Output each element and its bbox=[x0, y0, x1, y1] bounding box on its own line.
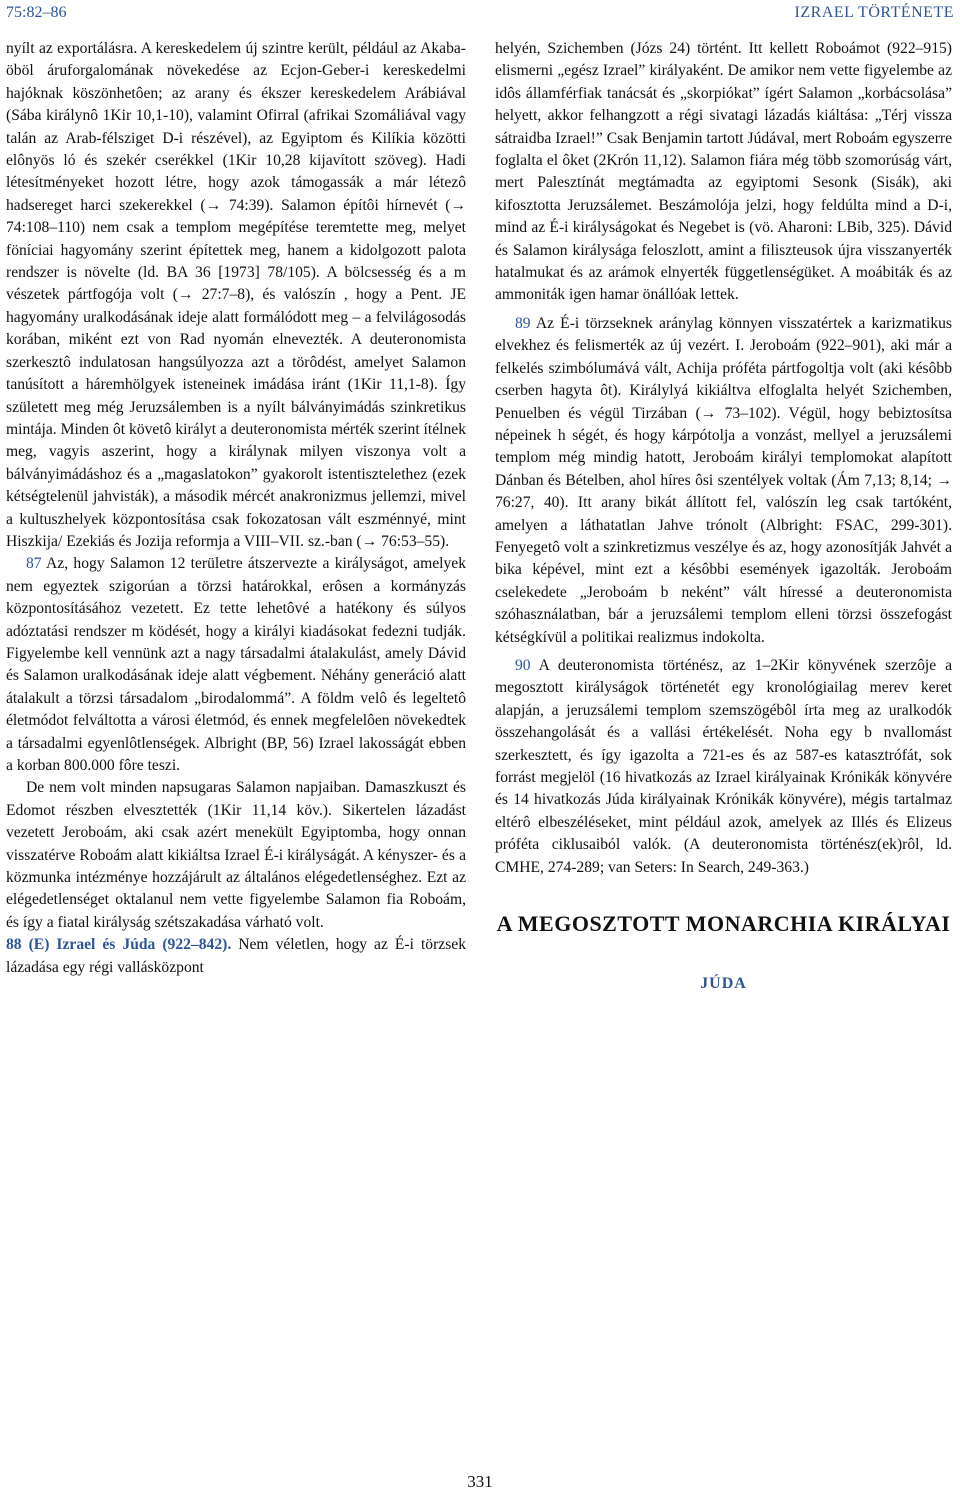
left-column bbox=[6, 38, 466, 979]
right-paragraph-90 bbox=[495, 655, 952, 879]
section-heading-88: 88 (E) Izrael és Júda (922–842). bbox=[6, 936, 232, 954]
paragraph-number-87: 87 bbox=[26, 555, 42, 573]
paragraph-number-89: 89 bbox=[515, 314, 531, 332]
sub-title-juda: JÚDA bbox=[700, 975, 747, 993]
chapter-title-text: A MEGOSZTOTT MONARCHIA KIRÁLYAI bbox=[496, 911, 951, 937]
right-column bbox=[495, 38, 952, 996]
chapter-title bbox=[495, 879, 952, 935]
left-paragraph-3: De nem volt minden napsugaras Salamon napjaiban. Damaszkuszt és Edomot részben elvesztették (1Kir 11,14 köv.). Sikertelen lázadást vezetett Jeroboám, aki csak azért menekült Egyiptomba, hogy onnan visszatérve Roboám alatt kikiáltsa Izrael É-i királyságát. A kényszer- és a közmunka intézménye hozzájárult az általános elégedetlenséghez. Ezt az elégedetlenséget oktalanul nem vette figyelembe Salamon fia Roboám, és így a fiatal királyság szétszakadása várható volt. bbox=[6, 779, 466, 931]
right-paragraph-90-text: A deuteronomista történész, az 1–2Kir könyvének szerzôje a megosztott királyságok történetét egy kronológiailag merev keret alapján, a jeruzsálemi templom szemszögébôl írta meg az uralkodók összehangolását és a vallási értékelését. Noha egy b nvallomást szerkesztett, és így igazolta a 721-es és az 587-es katasztrófát, sok forrást megjelöl (16 hivatkozás az Izrael királyainak Krónikák könyvére és 14 hivatkozás Júda királyainak Krónikák könyvére), mégis tartalmaz eltérô elbeszéléseket, mint például azok, amelyek az Illés és Elizeus próféta ciklusaiból valók. (A deuteronomista történész(ek)rôl, ld. CMHE, 274-289; van Seters: In Search, 249-363.) bbox=[495, 656, 952, 876]
paragraph-number-90: 90 bbox=[515, 656, 531, 674]
page-number: 331 bbox=[467, 1472, 493, 1491]
right-paragraph-89 bbox=[495, 313, 952, 649]
right-paragraph-1: helyén, Szichemben (Józs 24) történt. Itt kellett Roboámot (922–915) elismerni „egész Izrael” királyaként. De amikor nem vette figyelembe az idôs államférfiak tanácsát és „skorpiókat” ígért Salamon „korbácsolása” helyett, akkor felhangzott a régi sivatagi lázadás kiáltása: „Térj vissza sátraidba Izrael!” Csak Benjamin tartott Júdával, mert Roboám egyszerre foglalta el ôket (2Krón 11,12). Salamon fiára még több szomorúság várt, mert Palesztínát megtámadta az egyiptomi Sesonk (Sisák), aki kifosztotta Jeruzsálemet. Beszámolója jelzi, hogy feldúlta mind a D-i, mind az É-i királyságokat és Negebet is (vö. Aharoni: LBib, 325). Dávid és Salamon királysága feloszlott, amint a filiszteusok újra visszanyerték hatalmukat és az arámok elnyerték függetlenségüket. A moábiták és az ammoniták igen hamar önállóak lettek. bbox=[495, 40, 952, 304]
left-paragraph-88 bbox=[6, 934, 466, 979]
left-paragraph-1: nyílt az exportálásra. A kereskedelem új szintre került, például az Akaba-öböl áruforgalomának növekedése az Ecjon-Geber-i kereskedelmi hajóknak köszönhetôen; az arany és ékszer kereskedelem Arábiával (Sába királynô 1Kir 10,1-10), valamint Ofirral (afrikai Szomáliával vagy talán az Arab-félsziget D-i részével), az Egyiptom és Kilíkia közötti elônyös ló és szekér cserékkel (1Kir 10,28 kijavított szöveg). Hadi létesítményeket hozott létre, hogy azok támogassák a már létezô hadsereget harci szekerekkel (→ 74:39). Salamon építôi hírnevét (→ 74:108–110) nem csak a templom megépítése teremtette meg, melyet föníciai hagyomány szerint építettek meg, hanem a kidolgozott palota rendszer is növelte (ld. BA 36 [1973] 78/105). A bölcsesség és a m vészetek pártfogója volt (→ 27:7–8), és valószín , hogy a Pent. JE hagyomány uralkodásának ideje alatt formálódott meg – a felvilágosodás korában, miként ezt von Rad nyomán elnevezték. A deuteronomista szerkesztô indulatosan hangsúlyozza azt a törôdést, amelyet Salamon tanúsított a háremhölgyek isteneinek imádása iránt (1Kir 11,1-8). Így született meg még Jeruzsálemben is a nyílt bálványimádás szinkretikus mintája. Minden ôt követô királyt a deuteronomista mérték szerint ítélnek meg, vagyis aszerint, hogy a királynak milyen viszonya volt a bálványimádáshoz és a „magaslatokon” gyakorolt istentisztelethez (ezek kétségtelenül jahvisták), a második mércét anakronizmus jellemzi, mivel a kultuszhelyek központosítása csak fokozatosan vált eszménnyé, mint Hiszkija/ Ezekiás és Jozija reformja a VIII–VII. sz.-ban (→ 76:53–55). bbox=[6, 40, 466, 550]
running-head-range: 75:82–86 bbox=[6, 4, 67, 21]
left-paragraph-88-text: Nem véletlen, hogy az É-i törzsek lázadása egy régi vallásközpont bbox=[6, 936, 467, 976]
left-paragraph-87 bbox=[6, 553, 466, 777]
left-paragraph-87-text: Az, hogy Salamon 12 területre átszervezte a királyságot, amelyek nem egyeztek szigorúan a törzsi határokkal, erôsen a kormányzás központosításához vezetett. Ez tette lehetôvé a hatékony és súlyos adóztatási rendszer m ködését, hogy a királyi kiadásokat fedezni tudják. Figyelembe kell vennünk azt a nagy társadalmi átalakulást, amely Dávid és Salamon uralkodásának ideje alatt végbement. Néhány generáció alatt átalakult a törzsi társadalom „birodalommá”. A földm velô és legeltetô életmódot felváltotta a városi életmód, és ennek megfelelôen növekedtek a társadalmi egyenlôtlenségek. Albright (BP, 56) Izrael lakosságát ebben a korban 800.000 fôre teszi. bbox=[6, 555, 466, 774]
running-head-title: IZRAEL TÖRTÉNETE bbox=[794, 4, 954, 21]
right-paragraph-89-text: Az É-i törzseknek aránylag könnyen visszatértek a karizmatikus elvekhez és felismerték az új vezért. I. Jeroboám (922–901), aki már a felkelés szimbólumává vált, Achija próféta pártfogoltja volt (aki késôbb cserben hagyta ôt). Királylyá kikiáltva elfoglalta helyét Szichemben, Penuelben és végül Tirzában (→ 73–102). Végül, hogy bebiztosítsa népeinek h ségét, és hogy kárpótolja a vonzást, mellyel a jeruzsálemi templom még mindig hatott, Jeroboám királyi templomokat alapított Dánban és Bételben, ahol híres ôsi szentélyek voltak (Ám 7,13; 8,14; → 76:27, 40). Itt arany bikát állított fel, valószín leg csak tartóként, amelyen a láthatatlan Jahve trónolt (Albright: FSAC, 299-301). Fenyegetô volt a szinkretizmus veszélye és az, hogy azonosítják Jahvét a bika képével, mint ezt a késôbbi események igazolták. Jeroboám cselekedete „Jeroboám b neként” vált híressé a deuteronomista szóhasználatban, bár a jeruzsálemi templom elleni törzsi összefogást kétségkívül a politikai realizmus indokolta. bbox=[495, 314, 952, 646]
